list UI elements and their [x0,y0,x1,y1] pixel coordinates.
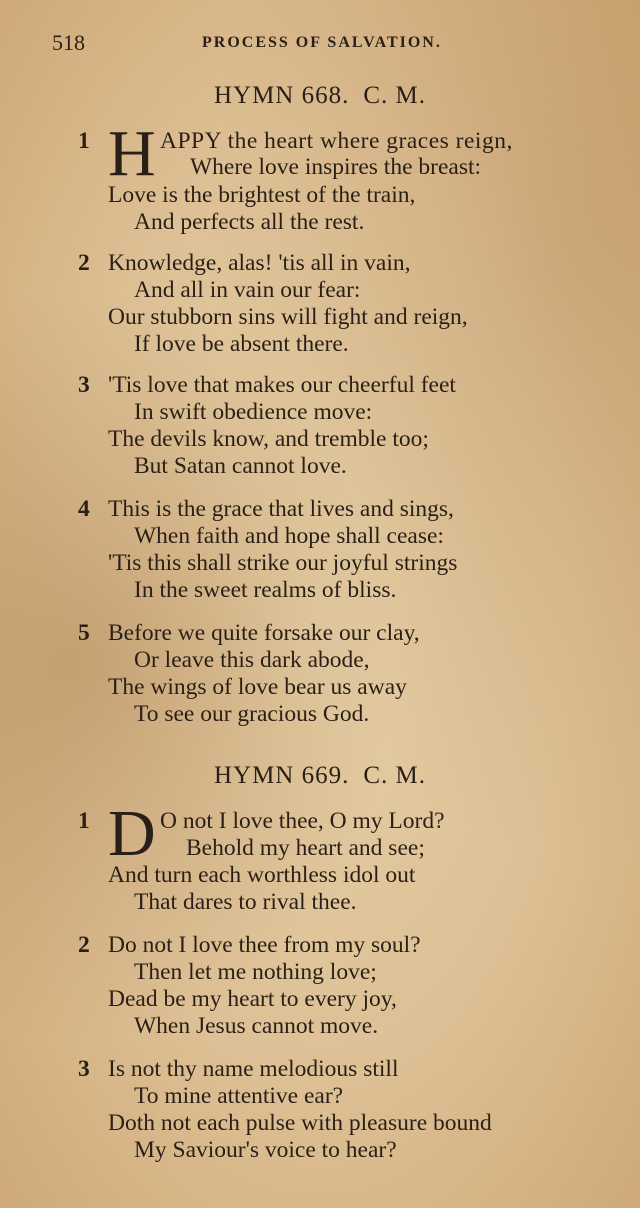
stanza-line: To see our gracious God. [134,701,370,727]
stanza-line: The wings of love bear us away [108,674,407,700]
stanza-line: And all in vain our fear: [134,277,361,303]
stanza-line: Or leave this dark abode, [134,647,370,673]
stanza-line: The devils know, and tremble too; [108,426,429,452]
stanza-line: That dares to rival thee. [134,889,357,915]
stanza-line: O not I love thee, O my Lord? [160,808,445,834]
running-title: PROCESS OF SALVATION. [202,34,442,51]
stanza-line: Behold my heart and see; [186,835,425,861]
stanza-line: Love is the brightest of the train, [108,182,416,208]
stanza-number: 3 [78,372,90,398]
page-number: 518 [52,30,85,55]
stanza-line: Dead be my heart to every joy, [108,986,397,1012]
hymn-meter: C. M. [363,82,427,109]
stanza-number: 1 [78,128,90,154]
stanza-line: This is the grace that lives and sings, [108,496,454,522]
stanza-line: And perfects all the rest. [134,209,365,235]
stanza-line: To mine attentive ear? [134,1083,344,1109]
stanza-number: 5 [78,620,90,646]
stanza-line: Our stubborn sins will fight and reign, [108,304,468,330]
stanza-line: 'Tis this shall strike our joyful strings [108,550,458,576]
stanza-number: 3 [78,1056,90,1082]
stanza-line: APPY the heart where graces reign, [160,128,513,154]
stanza-line: Do not I love thee from my soul? [108,932,421,958]
stanza-line: And turn each worthless idol out [108,862,416,888]
stanza-line: Where love inspires the breast: [190,154,482,180]
stanza-number: 2 [78,932,90,958]
drop-cap: H [108,117,156,190]
stanza-line: Then let me nothing love; [134,959,377,985]
stanza-line: Is not thy name melodious still [108,1056,399,1082]
stanza-line: Knowledge, alas! 'tis all in vain, [108,250,411,276]
running-head [52,30,612,60]
stanza-line: But Satan cannot love. [134,453,347,479]
hymn-668-title [0,82,640,110]
hymn-meter: C. M. [363,762,427,789]
hymn-number: HYMN 668. [213,82,350,109]
hymn-number: HYMN 669. [213,762,350,789]
drop-cap: D [108,797,156,870]
stanza-line: In the sweet realms of bliss. [134,577,397,603]
stanza-line: Before we quite forsake our clay, [108,620,420,646]
stanza-number: 4 [78,496,90,522]
stanza-line: In swift obedience move: [134,399,373,425]
stanza-number: 1 [78,808,90,834]
hymn-669-title [0,762,640,790]
stanza-line: 'Tis love that makes our cheerful feet [108,372,456,398]
stanza-line: Doth not each pulse with pleasure bound [108,1110,492,1136]
stanza-line: When faith and hope shall cease: [134,523,444,549]
stanza-line: When Jesus cannot move. [134,1013,379,1039]
stanza-number: 2 [78,250,90,276]
stanza-line: My Saviour's voice to hear? [134,1137,397,1163]
stanza-line: If love be absent there. [134,331,349,357]
